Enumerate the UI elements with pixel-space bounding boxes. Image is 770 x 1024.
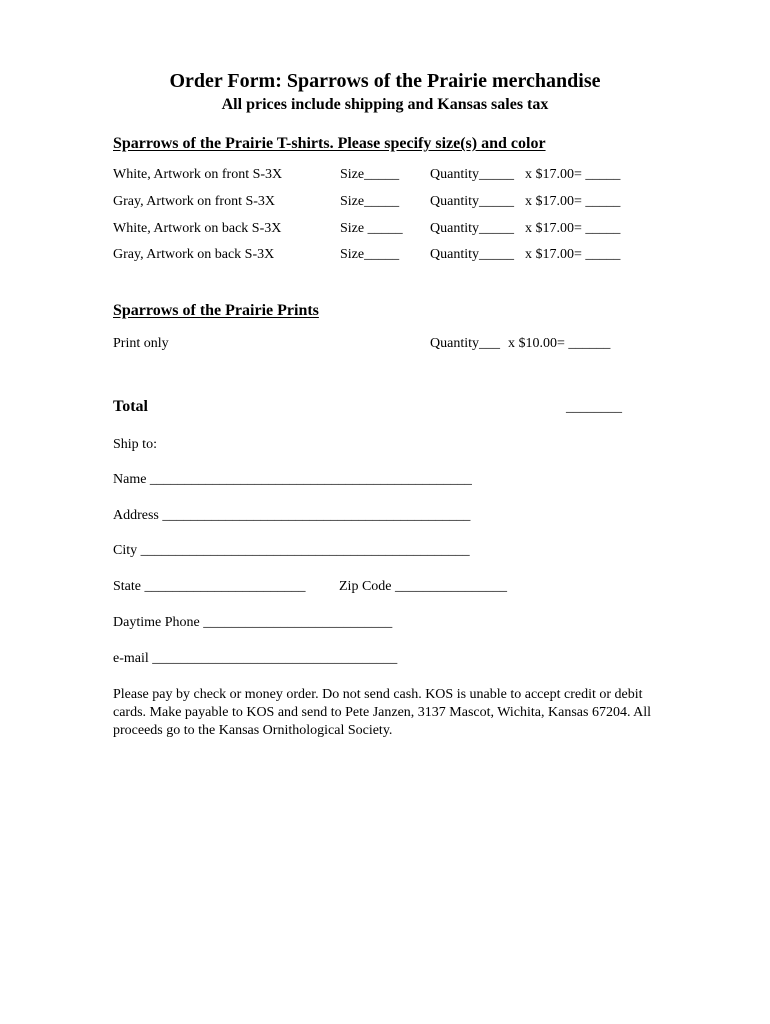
tshirt-row-2-size-field[interactable]: Size_____: [340, 194, 400, 209]
tshirt-row-1-price-field[interactable]: x $17.00= _____: [525, 167, 621, 182]
page-title: Order Form: Sparrows of the Prairie merchandise: [169, 70, 601, 92]
zip-code-field[interactable]: Zip Code ________________: [339, 579, 507, 594]
tshirt-row-3-quantity-field[interactable]: Quantity_____: [430, 221, 514, 236]
daytime-phone-field[interactable]: Daytime Phone ___________________________: [113, 615, 393, 630]
tshirt-row-1-size-field[interactable]: Size_____: [340, 167, 400, 182]
ship-to-label: Ship to:: [113, 437, 157, 452]
tshirt-row-1-quantity-field[interactable]: Quantity_____: [430, 167, 514, 182]
tshirt-row-2-quantity-field[interactable]: Quantity_____: [430, 194, 514, 209]
tshirt-row-4-item: Gray, Artwork on back S-3X: [113, 247, 275, 262]
tshirt-row-4-quantity-field[interactable]: Quantity_____: [430, 247, 514, 262]
address-field[interactable]: Address ____________________________________________: [113, 508, 471, 523]
tshirt-row-3-size-field[interactable]: Size _____: [340, 221, 403, 236]
page-subtitle: All prices include shipping and Kansas sales tax: [221, 96, 549, 113]
total-label: Total: [113, 398, 148, 415]
print-item: Print only: [113, 336, 169, 351]
total-field[interactable]: ________: [566, 400, 622, 415]
tshirt-row-2-item: Gray, Artwork on front S-3X: [113, 194, 276, 209]
tshirt-row-3-price-field[interactable]: x $17.00= _____: [525, 221, 621, 236]
tshirt-row-3-item: White, Artwork on back S-3X: [113, 221, 282, 236]
print-price-field[interactable]: x $10.00= ______: [508, 336, 611, 351]
name-field[interactable]: Name ______________________________________________: [113, 472, 472, 487]
tshirt-row-2-price-field[interactable]: x $17.00= _____: [525, 194, 621, 209]
payment-instructions: Please pay by check or money order. Do not send cash. KOS is unable to accept credit or debit cards. Make payable to KOS and send to Pete Janzen, 3137 Mascot, Wichita, Kansas 67204. All proceeds go to the Kansas Ornithological Society.: [113, 687, 652, 738]
state-field[interactable]: State _______________________: [113, 579, 306, 594]
tshirt-row-1-item: White, Artwork on front S-3X: [113, 167, 283, 182]
city-field[interactable]: City _______________________________________________: [113, 543, 470, 558]
prints-heading: Sparrows of the Prairie Prints: [113, 302, 319, 319]
email-field[interactable]: e-mail ___________________________________: [113, 651, 398, 666]
tshirts-heading: Sparrows of the Prairie T-shirts. Please specify size(s) and color: [113, 135, 546, 152]
tshirt-row-4-size-field[interactable]: Size_____: [340, 247, 400, 262]
tshirt-row-4-price-field[interactable]: x $17.00= _____: [525, 247, 621, 262]
print-quantity-field[interactable]: Quantity___: [430, 336, 500, 351]
